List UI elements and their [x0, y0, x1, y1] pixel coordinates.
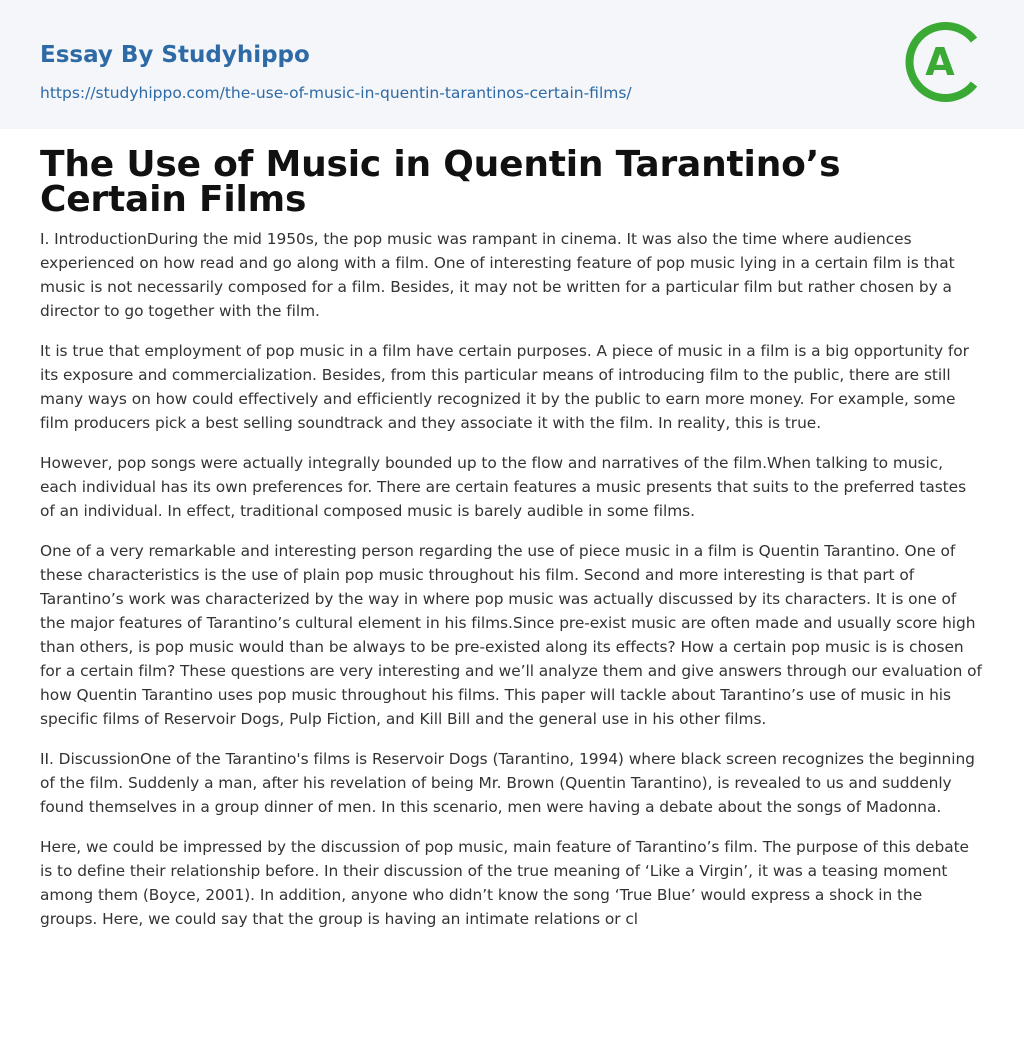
- article: [0, 144, 1024, 931]
- article-paragraph: One of a very remarkable and interesting person regarding the use of piece music in a film is Quentin Tarantino. One of these characteristics is the use of plain pop music throughout his film. Second and more interesting is that part of Tarantino’s work was characterized by the way in where pop music was actually discussed by its characters. It is one of the major features of Tarantino’s cultural element in his films.Since pre-exist music are often made and usually score high than others, is pop music would than be always to be pre-existed along its effects? How a certain pop music is is chosen for a certain film? These questions are very interesting and we’ll analyze them and give answers through our evaluation of how Quentin Tarantino uses pop music throughout his films. This paper will tackle about Tarantino’s use of music in his specific films of Reservoir Dogs, Pulp Fiction, and Kill Bill and the general use in his other films.: [40, 542, 982, 728]
- article-title: The Use of Music in Quentin Tarantino’s Certain Films: [40, 144, 841, 220]
- article-paragraph: However, pop songs were actually integrally bounded up to the flow and narratives of the film.When talking to music, each individual has its own preferences for. There are certain features a music presents that suits to the preferred tastes of an individual. In effect, traditional composed music is barely audible in some films.: [40, 454, 967, 520]
- logo-letter: A: [925, 40, 955, 84]
- site-header: [0, 0, 1024, 129]
- article-paragraph: Here, we could be impressed by the discussion of pop music, main feature of Tarantino’s film. The purpose of this debate is to define their relationship before. In their discussion of the true meaning of ‘Like a Virgin’, it was a teasing moment among them (Boyce, 2001). In addition, anyone who didn’t know the song ‘True Blue’ would express a shock in the groups. Here, we could say that the group is having an intimate relations or cl: [40, 838, 969, 928]
- article-paragraph: II. DiscussionOne of the Tarantino's films is Reservoir Dogs (Tarantino, 1994) where black screen recognizes the beginning of the film. Suddenly a man, after his revelation of being Mr. Brown (Quentin Tarantino), is revealed to us and suddenly found themselves in a group dinner of men. In this scenario, men were having a debate about the songs of Madonna.: [40, 750, 975, 816]
- studyhippo-logo-icon[interactable]: [902, 18, 986, 106]
- article-paragraph: It is true that employment of pop music in a film have certain purposes. A piece of music in a film is a big opportunity for its exposure and commercialization. Besides, from this particular means of introducing film to the public, there are still many ways on how could effectively and efficiently recognized it by the public to earn more money. For example, some film producers pick a best selling soundtrack and they associate it with the film. In reality, this is true.: [40, 342, 969, 432]
- brand-title[interactable]: Essay By Studyhippo: [40, 42, 310, 68]
- article-paragraph: I. IntroductionDuring the mid 1950s, the pop music was rampant in cinema. It was also the time where audiences experienced on how read and go along with a film. One of interesting feature of pop music lying in a certain film is that music is not necessarily composed for a film. Besides, it may not be written for a particular film but rather chosen by a director to go together with the film.: [40, 230, 955, 320]
- source-url-link[interactable]: https://studyhippo.com/the-use-of-music-in-quentin-tarantinos-certain-films/: [40, 84, 632, 102]
